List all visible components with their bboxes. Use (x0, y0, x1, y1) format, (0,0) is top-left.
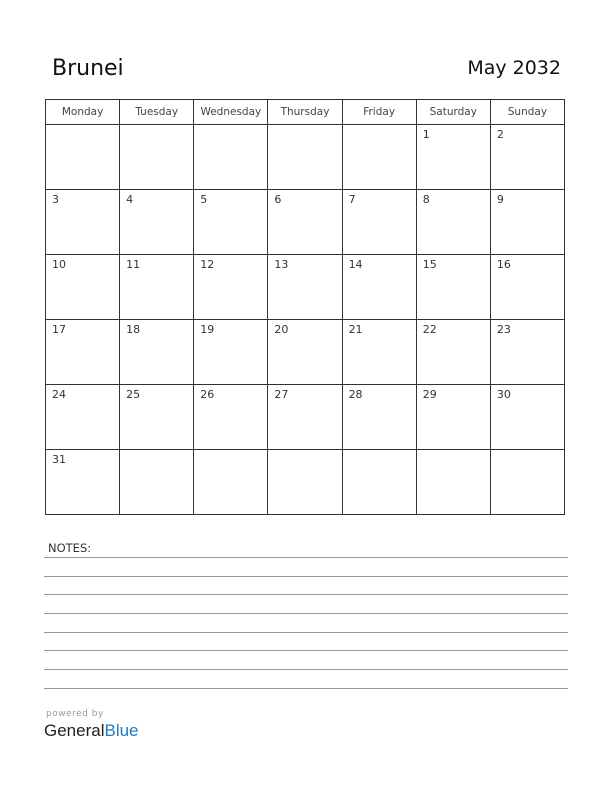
week-row (46, 320, 565, 385)
week-row (46, 385, 565, 450)
day-cell (416, 385, 490, 450)
day-cell (490, 255, 564, 320)
day-number: 16 (496, 258, 511, 271)
day-cell (46, 450, 120, 515)
day-cell (342, 450, 416, 515)
weekday-header: Monday (46, 100, 120, 125)
day-number: 12 (200, 258, 215, 271)
day-cell (416, 320, 490, 385)
day-number: 20 (274, 323, 289, 336)
calendar-grid (45, 99, 565, 515)
day-cell (490, 385, 564, 450)
day-number: 31 (52, 453, 66, 466)
day-number: 7 (348, 193, 356, 206)
day-number (194, 125, 267, 128)
day-cell (416, 450, 490, 515)
day-number: 27 (274, 388, 289, 401)
weekday-header: Wednesday (194, 100, 268, 125)
weekday-header-row (46, 100, 565, 125)
notes-line (44, 632, 568, 633)
day-cell (194, 320, 268, 385)
day-cell (194, 190, 268, 255)
day-cell (46, 385, 120, 450)
day-cell (194, 125, 268, 190)
day-number (343, 125, 416, 128)
day-cell (194, 385, 268, 450)
day-number (120, 450, 193, 453)
brand-blue: Blue (104, 721, 139, 740)
day-number: 10 (52, 258, 66, 271)
notes-line (44, 650, 568, 651)
generalblue-logo (44, 721, 139, 741)
day-cell (268, 190, 342, 255)
day-cell (490, 320, 564, 385)
day-cell (342, 320, 416, 385)
day-number: 9 (496, 193, 504, 206)
day-number: 11 (126, 258, 141, 271)
weekday-header: Thursday (268, 100, 342, 125)
notes-line (44, 613, 568, 614)
day-cell (342, 125, 416, 190)
notes-line (44, 557, 568, 558)
day-number: 22 (422, 323, 437, 336)
day-cell (120, 320, 194, 385)
day-cell (194, 255, 268, 320)
day-cell (342, 255, 416, 320)
day-number: 21 (348, 323, 363, 336)
day-cell (416, 125, 490, 190)
day-number: 26 (200, 388, 215, 401)
brand-general: General (44, 721, 105, 740)
day-number: 8 (422, 193, 430, 206)
day-number (268, 450, 341, 453)
day-cell (490, 190, 564, 255)
day-number (120, 125, 193, 128)
day-cell (46, 320, 120, 385)
day-number: 6 (274, 193, 282, 206)
notes-label: NOTES: (48, 541, 92, 555)
day-cell (46, 125, 120, 190)
day-cell (268, 255, 342, 320)
day-cell (120, 450, 194, 515)
day-cell (268, 125, 342, 190)
week-row (46, 125, 565, 190)
day-cell (342, 190, 416, 255)
day-cell (120, 125, 194, 190)
day-number: 30 (496, 388, 511, 401)
notes-line (44, 594, 568, 595)
day-number: 28 (348, 388, 363, 401)
day-number: 29 (422, 388, 437, 401)
day-number: 18 (126, 323, 141, 336)
day-cell (120, 385, 194, 450)
day-number: 15 (422, 258, 437, 271)
notes-line (44, 669, 568, 670)
notes-line (44, 688, 568, 689)
day-cell (268, 385, 342, 450)
day-number (268, 125, 341, 128)
day-cell (490, 125, 564, 190)
day-number (343, 450, 416, 453)
day-cell (416, 255, 490, 320)
notes-line (44, 576, 568, 577)
day-cell (268, 320, 342, 385)
day-number: 25 (126, 388, 141, 401)
day-number: 13 (274, 258, 289, 271)
weekday-header: Sunday (490, 100, 564, 125)
day-cell (120, 255, 194, 320)
day-number (417, 450, 490, 453)
weekday-header: Friday (342, 100, 416, 125)
day-number (491, 450, 564, 453)
week-row (46, 190, 565, 255)
week-row (46, 450, 565, 515)
day-cell (46, 255, 120, 320)
day-number: 24 (52, 388, 66, 401)
day-number: 5 (200, 193, 208, 206)
day-number: 17 (52, 323, 66, 336)
day-cell (120, 190, 194, 255)
day-number: 1 (422, 128, 430, 141)
powered-by-text: powered by (46, 709, 104, 719)
day-cell (490, 450, 564, 515)
day-number: 23 (496, 323, 511, 336)
day-cell (268, 450, 342, 515)
day-number: 14 (348, 258, 363, 271)
day-number: 4 (126, 193, 134, 206)
week-row (46, 255, 565, 320)
weekday-header: Tuesday (120, 100, 194, 125)
day-cell (46, 190, 120, 255)
day-number: 3 (52, 193, 59, 206)
calendar-title: Brunei (52, 56, 124, 81)
day-number: 2 (496, 128, 504, 141)
day-cell (416, 190, 490, 255)
day-number (194, 450, 267, 453)
calendar-month: May 2032 (467, 57, 561, 79)
day-number: 19 (200, 323, 215, 336)
day-cell (342, 385, 416, 450)
day-cell (194, 450, 268, 515)
day-number (46, 125, 119, 128)
weekday-header: Saturday (416, 100, 490, 125)
